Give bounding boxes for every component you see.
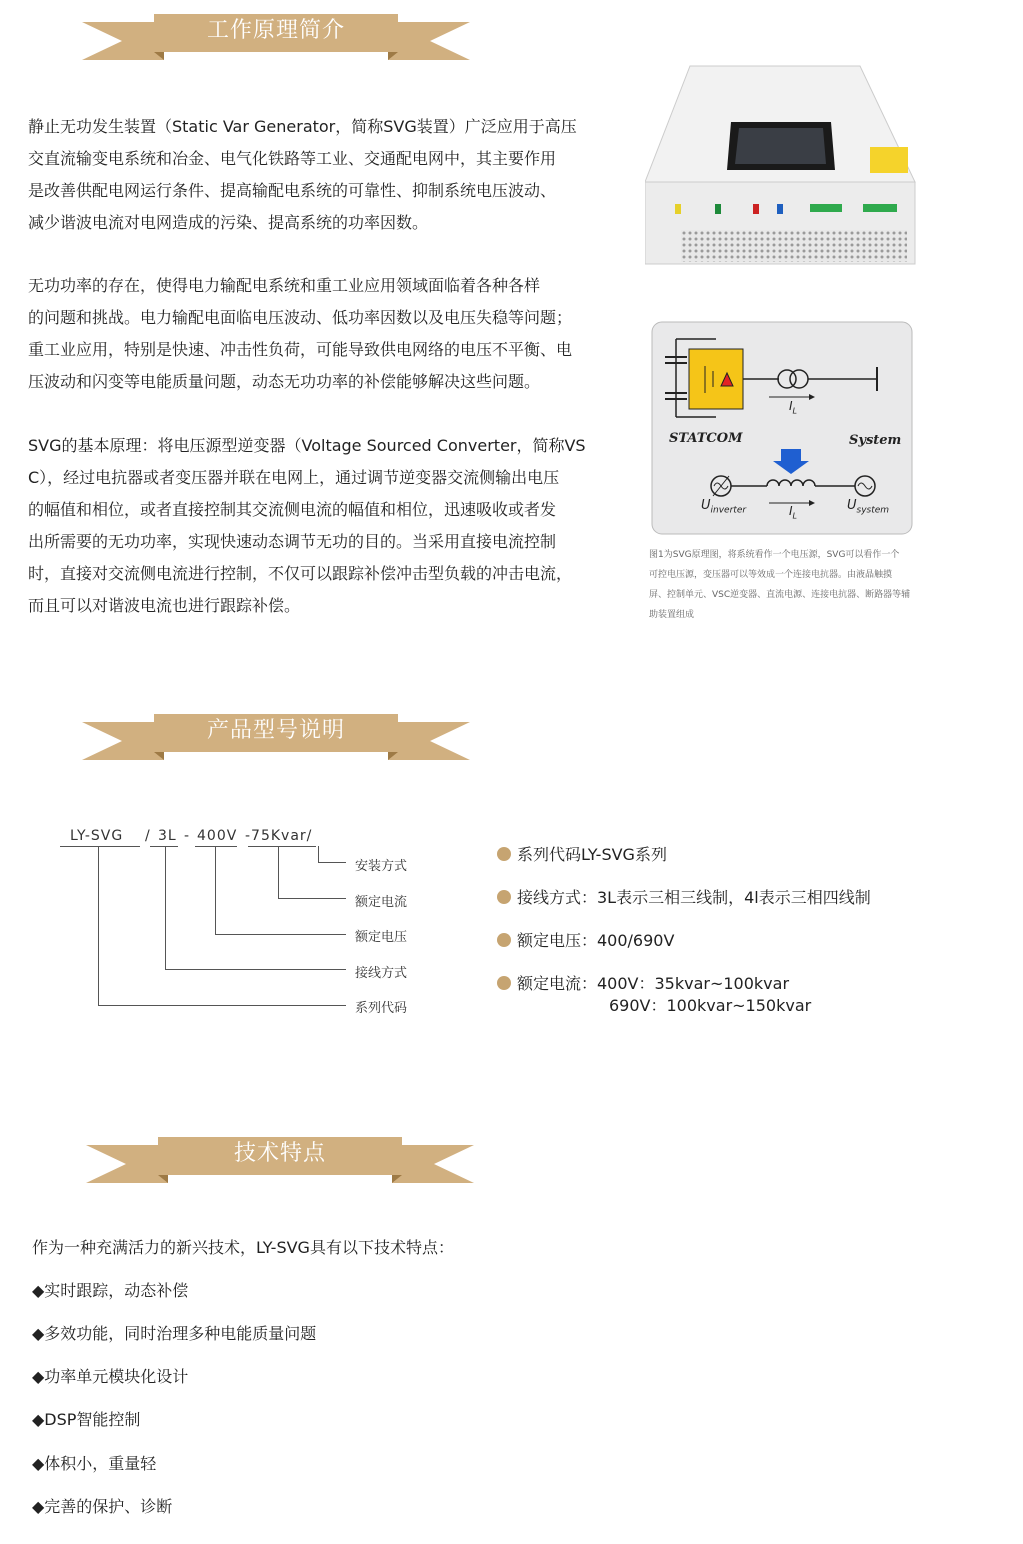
section-banner-principle xyxy=(82,12,472,62)
connector-line xyxy=(278,846,279,898)
code-dash: - xyxy=(184,828,191,844)
features-intro: 作为一种充满活力的新兴技术，LY-SVG具有以下技术特点： xyxy=(32,1238,454,1257)
il-top-label: $I_L$ xyxy=(789,399,798,416)
section-title: 工作原理简介 xyxy=(206,18,345,43)
spec-voltage: 额定电压：400/690V xyxy=(497,928,674,951)
connector-line xyxy=(278,898,346,899)
underline xyxy=(150,846,178,847)
svg-cabinet-photo xyxy=(645,62,920,272)
label-series: 系列代码 xyxy=(355,1001,408,1016)
feature-item: ◆DSP智能控制 xyxy=(32,1410,141,1429)
label-rated-voltage: 额定电压 xyxy=(355,930,408,945)
feature-item: ◆体积小，重量轻 xyxy=(32,1454,157,1473)
underline xyxy=(60,846,140,847)
spec-series: 系列代码LY-SVG系列 xyxy=(497,842,667,865)
u-inverter-label: $U_{inverter}$ xyxy=(701,498,747,516)
spec-wiring: 接线方式：3L表示三相三线制，4l表示三相四线制 xyxy=(497,885,871,908)
code-wiring: 3L xyxy=(158,828,177,844)
section-banner-features xyxy=(86,1135,476,1185)
bullet-dot-icon xyxy=(497,933,511,947)
bullet-dot-icon xyxy=(497,890,511,904)
underline xyxy=(248,846,316,847)
section-title: 产品型号说明 xyxy=(206,718,345,743)
code-series: LY-SVG xyxy=(70,828,124,844)
statcom-label: STATCOM xyxy=(669,431,743,446)
section-banner-model xyxy=(82,712,472,762)
section-title: 技术特点 xyxy=(233,1141,326,1166)
bullet-dot-icon xyxy=(497,976,511,990)
system-label: System xyxy=(849,433,902,448)
connector-line xyxy=(98,846,99,1005)
feature-item: ◆多效功能，同时治理多种电能质量问题 xyxy=(32,1324,317,1343)
connector-line xyxy=(318,862,346,863)
connector-line xyxy=(98,1005,346,1006)
feature-item: ◆实时跟踪，动态补偿 xyxy=(32,1281,189,1300)
connector-line xyxy=(215,934,346,935)
underline xyxy=(195,846,237,847)
feature-item: ◆完善的保护、诊断 xyxy=(32,1497,173,1516)
spec-current: 额定电流：400V：35kvar~100kvar xyxy=(497,971,789,994)
label-install: 安装方式 xyxy=(355,859,408,874)
il-bottom-label: $I_L$ xyxy=(789,504,798,521)
connector-line xyxy=(165,969,346,970)
code-slash: / xyxy=(145,828,151,844)
principle-paragraph-3: SVG的基本原理：将电压源型逆变器（Voltage Sourced Converter，简称VS C），经过电抗器或者变压器并联在电网上，通过调节逆变器交流侧输出电压 的幅值和相位，或者直接控制其交流侧电流的幅值和相位，迅速吸收或者发 出所需要的无功功率，实现快速动态调节无功的目的。当采用直接电流控制 时，直接对交流侧电流进行控制，不仅可以跟踪补偿冲击型负载的冲击电流， 而且可以对谐波电流也进行跟踪补偿。 xyxy=(28,436,586,615)
principle-paragraph-2: 无功功率的存在，使得电力输配电系统和重工业应用领域面临着各种各样 的问题和挑战。电力输配电面临电压波动、低功率因数以及电压失稳等问题； 重工业应用，特别是快速、冲击性负荷，可能导致供电网络的电压不平衡、电 压波动和闪变等电能质量问题，动态无功功率的补偿能够解决这些问题。 xyxy=(28,276,573,391)
feature-item: ◆功率单元模块化设计 xyxy=(32,1367,189,1386)
label-wiring: 接线方式 xyxy=(355,966,408,981)
bullet-dot-icon xyxy=(497,847,511,861)
label-rated-current: 额定电流 xyxy=(355,895,408,910)
code-voltage: 400V xyxy=(197,828,238,844)
spec-current-2: 690V：100kvar~150kvar xyxy=(609,996,812,1015)
connector-line xyxy=(318,846,319,862)
svg-principle-diagram xyxy=(651,321,913,535)
principle-paragraph-1: 静止无功发生装置（Static Var Generator，简称SVG装置）广泛应用于高压 交直流输变电系统和冶金、电气化铁路等工业、交通配电网中，其主要作用 是改善供配电网运行条件、提高输配电系统的可靠性、抑制系统电压波动、 减少谐波电流对电网造成的污染、提高系统的功率因数。 xyxy=(28,117,577,232)
figure-caption: 图1为SVG原理图，将系统看作一个电压源，SVG可以看作一个 可控电压源，变压器可以等效成一个连接电抗器。由液晶触摸 屏、控制单元、VSC逆变器、直流电源、连接电抗器、断路器等辅 助装置组成 xyxy=(649,550,911,620)
code-rest: -75Kvar/ xyxy=(245,828,313,844)
u-system-label: $U_{system}$ xyxy=(847,498,890,516)
connector-line xyxy=(165,846,166,969)
connector-line xyxy=(215,846,216,934)
